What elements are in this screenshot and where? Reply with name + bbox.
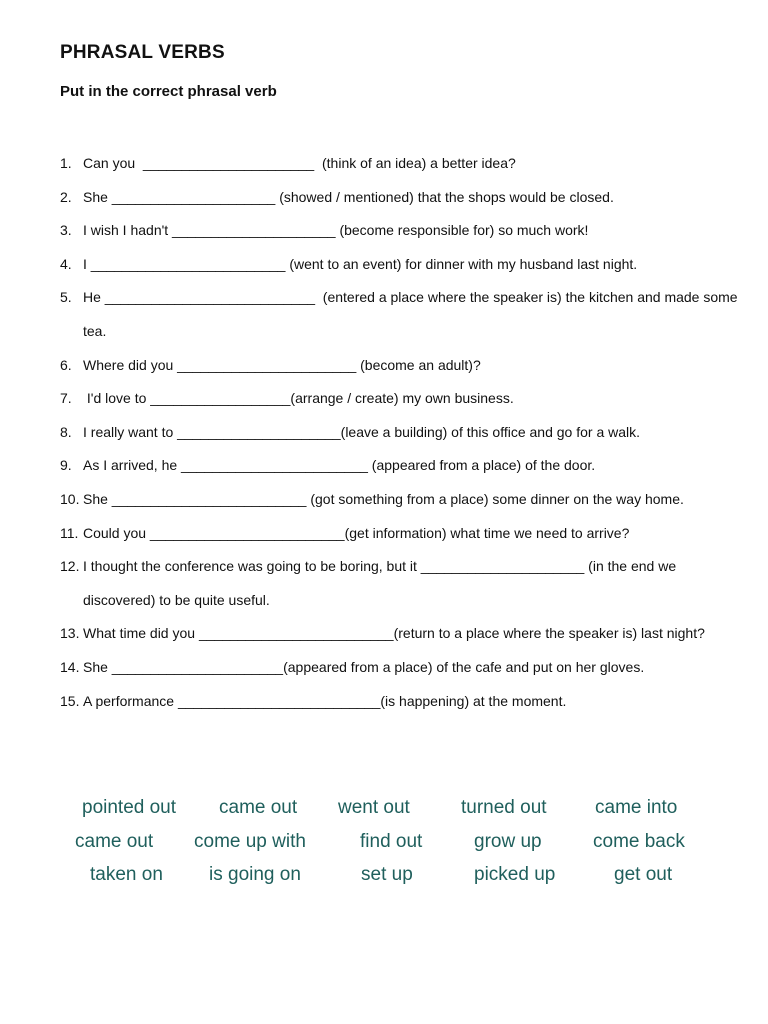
word-bank-item: went out <box>338 797 410 818</box>
question-item <box>60 147 740 181</box>
question-text: As I arrived, he ________________________ (appeared from a place) of the door. <box>83 457 596 474</box>
question-item <box>60 517 740 551</box>
word-bank-item: came out <box>219 797 298 818</box>
question-number: 11. <box>60 524 79 541</box>
word-bank-item: pointed out <box>82 797 177 818</box>
word-bank-item: set up <box>361 864 413 885</box>
question-number: 6. <box>60 356 72 373</box>
word-bank-item: taken on <box>90 864 163 885</box>
question-text: I _________________________ (went to an event) for dinner with my husband last night. <box>83 255 638 272</box>
question-text: Where did you _______________________ (become an adult)? <box>83 356 481 373</box>
question-number: 1. <box>60 155 72 171</box>
question-item <box>60 416 740 450</box>
question-text: Can you ______________________ (think of an idea) a better idea? <box>83 155 516 171</box>
question-item <box>60 617 740 651</box>
question-text: What time did you _________________________(return to a place where the speaker is) last night? <box>83 625 705 642</box>
word-bank-item: get out <box>614 864 673 885</box>
question-number: 5. <box>60 289 72 306</box>
question-list <box>60 147 740 718</box>
worksheet-title: PHRASAL VERBS <box>60 42 225 63</box>
question-text: He ___________________________ (entered a place where the speaker is) the kitchen and made some tea. <box>83 289 742 339</box>
question-number: 13. <box>60 625 80 642</box>
word-bank-row <box>60 793 720 827</box>
question-number: 8. <box>60 423 72 440</box>
word-bank-row <box>60 860 720 894</box>
question-number: 3. <box>60 222 72 239</box>
worksheet-instruction: Put in the correct phrasal verb <box>60 83 277 100</box>
question-text: I wish I hadn't _____________________ (become responsible for) so much work! <box>83 222 589 239</box>
word-bank-item: find out <box>360 830 423 852</box>
word-bank-item: came out <box>75 830 154 852</box>
question-number: 14. <box>60 658 80 675</box>
question-text: She _____________________ (showed / mentioned) that the shops would be closed. <box>83 188 614 205</box>
question-item <box>60 449 740 483</box>
question-item <box>60 248 740 282</box>
question-item <box>60 382 740 416</box>
question-text: I really want to _____________________(leave a building) of this office and go for a walk. <box>83 423 641 440</box>
question-text: She ______________________(appeared from a place) of the cafe and put on her gloves. <box>83 658 645 675</box>
question-item <box>60 181 740 215</box>
word-bank-item: grow up <box>474 830 542 852</box>
question-text: She _________________________ (got something from a place) some dinner on the way home. <box>83 490 684 507</box>
word-bank-item: turned out <box>461 797 547 818</box>
question-number: 4. <box>60 255 72 272</box>
question-item <box>60 685 740 719</box>
question-number: 12. <box>60 558 80 575</box>
question-text: I'd love to __________________(arrange / create) my own business. <box>83 390 514 407</box>
question-number: 10. <box>60 490 80 507</box>
question-item <box>60 214 740 248</box>
question-text: A performance __________________________(is happening) at the moment. <box>83 692 567 709</box>
word-bank-item: picked up <box>474 864 556 885</box>
word-bank <box>60 793 720 894</box>
question-item <box>60 550 740 617</box>
question-number: 2. <box>60 188 72 205</box>
question-number: 15. <box>60 692 80 709</box>
word-bank-row <box>60 827 720 861</box>
word-bank-item: come back <box>593 830 685 852</box>
question-number: 7. <box>60 390 72 407</box>
word-bank-item: is going on <box>209 864 301 885</box>
question-text: Could you _________________________(get information) what time we need to arrive? <box>83 524 630 541</box>
question-item <box>60 483 740 517</box>
question-text: I thought the conference was going to be boring, but it _____________________ (in the end we discovered) to be quite useful. <box>83 558 681 608</box>
question-item <box>60 349 740 383</box>
word-bank-item: came into <box>595 797 678 818</box>
word-bank-item: come up with <box>194 830 306 852</box>
question-item <box>60 651 740 685</box>
question-item <box>60 281 740 348</box>
question-number: 9. <box>60 457 72 474</box>
